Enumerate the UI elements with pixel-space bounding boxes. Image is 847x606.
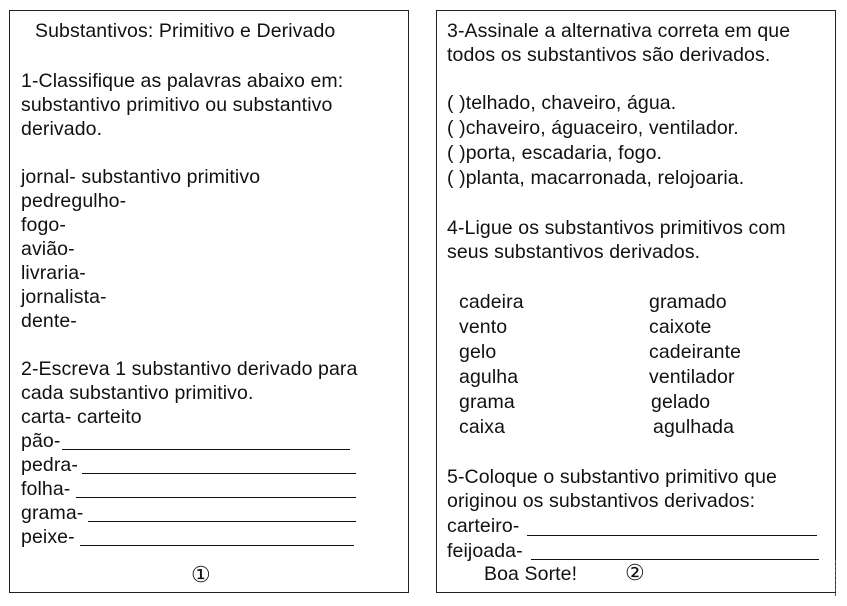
question-2-text-line-2: cada substantivo primitivo. — [21, 382, 254, 404]
q4-derived-word[interactable]: caixote — [649, 316, 712, 338]
q4-derived-word[interactable]: gramado — [649, 291, 727, 313]
q1-word-fogo: fogo- — [21, 214, 66, 236]
answer-line[interactable] — [527, 535, 817, 536]
page-number: ② — [625, 560, 645, 585]
q4-primitive-word[interactable]: agulha — [459, 366, 519, 388]
answer-line[interactable] — [88, 521, 356, 522]
q4-derived-word[interactable]: gelado — [651, 391, 711, 413]
q3-option-4[interactable]: ( )planta, macarronada, relojoaria. — [447, 167, 745, 189]
question-1-text-line-2: substantivo primitivo ou substantivo — [21, 94, 333, 116]
q2-item-peixe: peixe- — [21, 526, 75, 548]
q3-option-3[interactable]: ( )porta, escadaria, fogo. — [447, 142, 663, 164]
q4-primitive-word[interactable]: caixa — [459, 416, 506, 438]
answer-line[interactable] — [82, 473, 356, 474]
q1-word-jornalista: jornalista- — [21, 286, 107, 308]
answer-line[interactable] — [62, 449, 350, 450]
q1-word-aviao: avião- — [21, 238, 75, 260]
q2-example: carta- carteito — [21, 406, 142, 428]
worksheet-title: Substantivos: Primitivo e Derivado — [35, 20, 336, 42]
q2-item-pedra: pedra- — [21, 454, 78, 476]
question-5-text-line-1: 5-Coloque o substantivo primitivo que — [447, 466, 777, 488]
answer-line[interactable] — [76, 497, 356, 498]
q3-option-2[interactable]: ( )chaveiro, águaceiro, ventilador. — [447, 117, 739, 139]
q3-option-1[interactable]: ( )telhado, chaveiro, água. — [447, 92, 677, 114]
worksheet-page-2 — [436, 10, 836, 593]
question-1-text-line-1: 1-Classifique as palavras abaixo em: — [21, 70, 344, 92]
q4-primitive-word[interactable]: vento — [459, 316, 508, 338]
page-edge-mark — [835, 560, 836, 596]
q4-primitive-word[interactable]: grama — [459, 391, 515, 413]
page-number: ① — [191, 562, 211, 587]
q2-item-pao: pão- — [21, 430, 61, 452]
q1-word-pedregulho: pedregulho- — [21, 190, 127, 212]
q4-derived-word[interactable]: agulhada — [653, 416, 735, 438]
question-3-text-line-1: 3-Assinale a alternativa correta em que — [447, 20, 791, 42]
question-2-text-line-1: 2-Escreva 1 substantivo derivado para — [21, 358, 358, 380]
q1-word-jornal: jornal- substantivo primitivo — [21, 166, 261, 188]
q1-word-dente: dente- — [21, 310, 77, 332]
q4-primitive-word[interactable]: gelo — [459, 341, 497, 363]
question-3-text-line-2: todos os substantivos são derivados. — [447, 44, 771, 66]
worksheet-page-1 — [9, 10, 409, 593]
closing-text: Boa Sorte! — [484, 563, 578, 585]
q4-derived-word[interactable]: cadeirante — [649, 341, 742, 363]
question-4-text-line-1: 4-Ligue os substantivos primitivos com — [447, 217, 786, 239]
answer-line[interactable] — [531, 559, 819, 560]
q1-word-livraria: livraria- — [21, 262, 86, 284]
question-1-text-line-3: derivado. — [21, 118, 103, 140]
question-4-text-line-2: seus substantivos derivados. — [447, 241, 701, 263]
question-5-text-line-2: originou os substantivos derivados: — [447, 490, 756, 512]
q4-primitive-word[interactable]: cadeira — [459, 291, 524, 313]
q5-item-carteiro: carteiro- — [447, 515, 520, 537]
q2-item-folha: folha- — [21, 478, 71, 500]
q2-item-grama: grama- — [21, 502, 84, 524]
answer-line[interactable] — [80, 545, 354, 546]
q5-item-feijoada: feijoada- — [447, 540, 523, 562]
q4-derived-word[interactable]: ventilador — [649, 366, 735, 388]
